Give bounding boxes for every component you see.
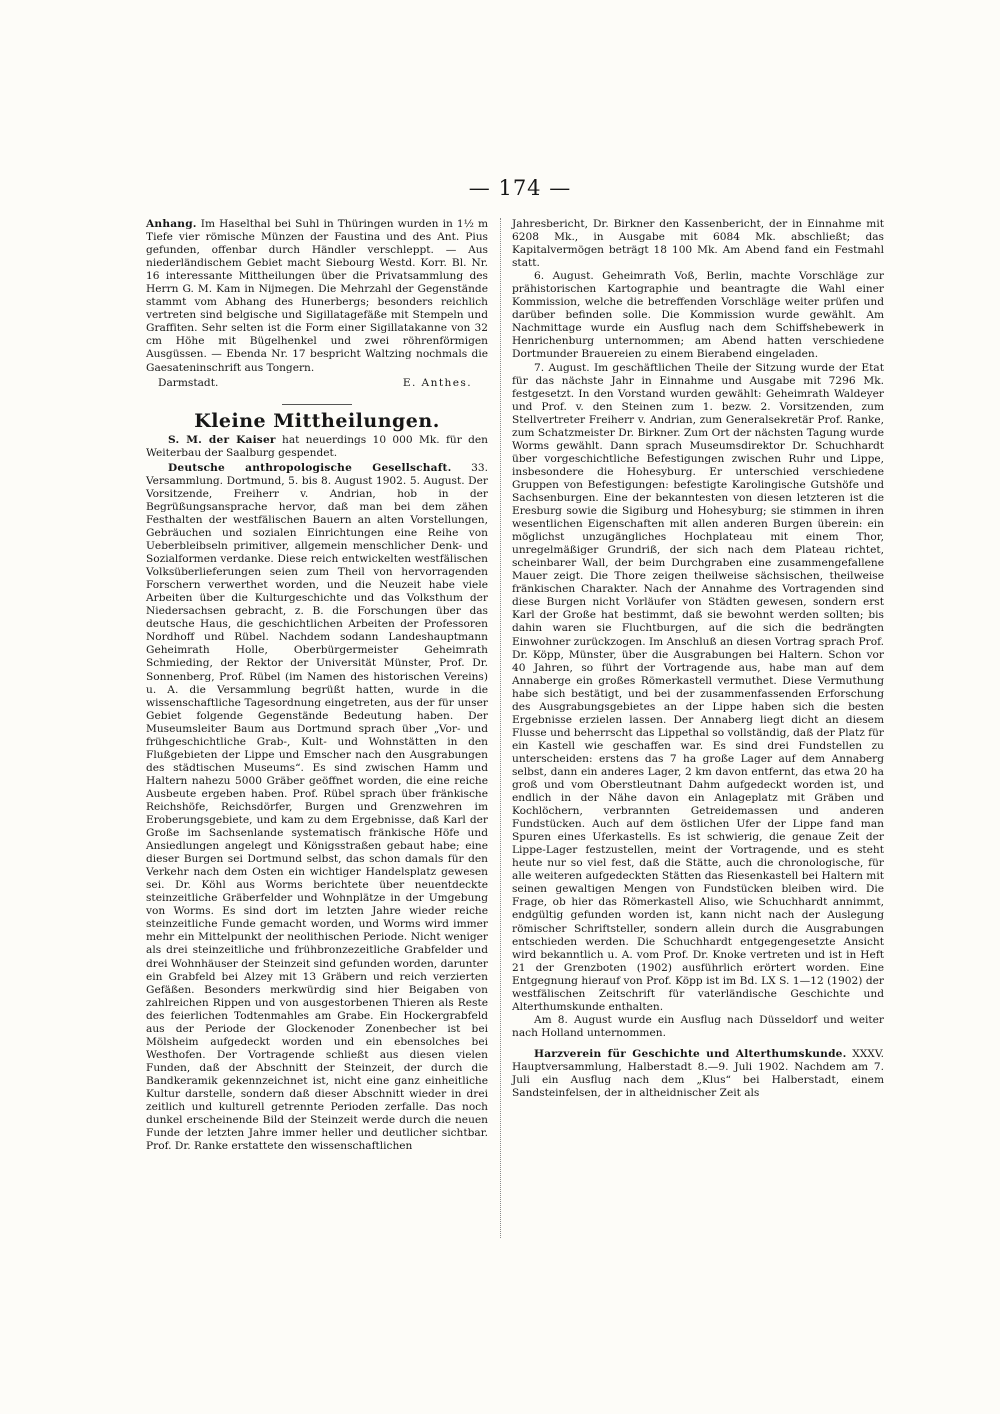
dag-paragraph: [146, 462, 488, 1153]
signature-line: [146, 377, 488, 390]
kaiser-heading: S. M. der Kaiser: [168, 433, 276, 446]
kaiser-text: hat neuerdings 10 000 Mk. für den Weiterbau der Saalburg gespendet.: [146, 433, 488, 459]
kaiser-paragraph: [146, 434, 488, 460]
page-number: — 174 —: [468, 176, 572, 200]
paragraph-8-august: Am 8. August wurde ein Ausflug nach Düsseldorf und weiter nach Holland unternommen.: [512, 1013, 884, 1039]
paragraph-jahresbericht: Jahresbericht, Dr. Birkner den Kassenbericht, der in Einnahme mit 6208 Mk., in Ausgabe mit 6084 Mk. abschließt; das Kapitalvermögen beträgt 18 100 Mk. Am Abend fand ein Festmahl statt.: [512, 218, 884, 270]
left-column: [146, 218, 488, 1153]
harz-paragraph: [512, 1048, 884, 1100]
harz-text: XXXV. Hauptversammlung, Halberstadt 8.—9. Juli 1902. Nachdem am 7. Juli ein Ausflug nach dem „Klus“ bei Halberstadt, einem Sandsteinfelsen, der in altheidnischer Zeit als: [512, 1047, 884, 1100]
dag-heading: Deutsche anthropologische Gesellschaft.: [168, 461, 452, 474]
anhang-text: Im Haselthal bei Suhl in Thüringen wurden in 1½ m Tiefe vier römische Münzen der Faustina und des Ant. Pius gefunden, offenbar durch Händler verschleppt. — Aus niederländischem Gebiet macht Siebourg Westd. Korr. Bl. Nr. 16 interessante Mittheilungen über die Privatsammlung des Herrn G. M. Kam in Nijmegen. Die Mehrzahl der Gegenstände stammt vom Abhang des Hunerbergs; besonders reichlich vertreten sind belgische und Sigillatagefäße mit Stempeln und Graffiten. Sehr selten ist die Form einer Sigillatakanne von 32 cm Höhe mit Bügelhenkel und zwei röhrenförmigen Ausgüssen. — Ebenda Nr. 17 bespricht Waltzing nochmals die Gaesateninschrift aus Tongern.: [146, 218, 488, 374]
right-column: [512, 218, 884, 1100]
signature-name: E. Anthes.: [402, 376, 472, 389]
column-divider: [500, 218, 501, 1238]
section-title: Kleine Mittheilungen.: [194, 409, 440, 432]
dag-text: 33. Versammlung. Dortmund, 5. bis 8. August 1902. 5. August. Der Vorsitzende, Freiherr v. Andrian, hob in der Begrüßungsansprache hervor, daß man bei dem zähen Festhalten der westfälischen Bauern an alten Vorstellungen, Gebräuchen und sozialen Einrichtungen eine Reihe von Ueberbleibseln primitiver, allgemein menschlicher Denk- und Sozialformen verdanke. Diese reich entwickelten westfälischen Volksüberlieferungen seien zum Theil von hervorragenden Forschern verwerthet worden, und die Neuzeit habe viele Arbeiten über die Kulturgeschichte und das Volksthum der Niedersachsen gebracht, z. B. die Forschungen über das deutsche Haus, die geschichtlichen Arbeiten der Professoren Nordhoff und Rübel. Nachdem sodann Landeshauptmann Geheimrath Holle, Oberbürgermeister Geheimrath Schmieding, der Rektor der Universität Münster, Prof. Dr. Sonnenberg, Prof. Rübel (im Namen des historischen Vereins) u. A. die Versammlung begrüßt hatten, wurde in die wissenschaftliche Tagesordnung eingetreten, aus der für unser Gebiet folgende Gegenstände Bedeutung haben. Der Museumsleiter Baum aus Dortmund sprach über „Vor- und frühgeschichtliche Grab-, Kult- und Wohnstätten in den Flußgebieten der Lippe und Emscher nach den Ausgrabungen des städtischen Museums“. Es sind zwischen Hamm und Haltern nahezu 5000 Gräber geöffnet worden, die eine reiche Ausbeute ergeben haben. Prof. Rübel sprach über fränkische Reichshöfe, Reichsdörfer, Burgen und Grenzwehren im Eroberungsgebiete, und kam zu dem Ergebnisse, daß Karl der Große im Sachsenlande systematisch fränkische Höfe und Ansiedlungen angelegt und Königsstraßen gebaut habe; eine dieser Burgen sei Dortmund selbst, das schon damals für den Verkehr nach dem Osten ein wichtiger Handelsplatz gewesen sei. Dr. Köhl aus Worms berichtete über neuentdeckte steinzeitliche Gräberfelder und Wohnplätze in der Umgebung von Worms. Es sind dort im letzten Jahre wieder reiche steinzeitliche Funde gemacht worden, und Worms wird immer mehr ein Mittelpunkt der neolithischen Periode. Nicht weniger als drei steinzeitliche und frühbronzezeitliche Grabfelder und drei Wohnhäuser der Steinzeit sind gefunden worden, darunter ein Grabfeld bei Alzey mit 13 Gräbern und reich verzierten Gefäßen. Besonders merkwürdig sind hier Beigaben von zahlreichen Rippen und von ausgestorbenen Thieren als Reste des feierlichen Todtenmahles am Grabe. Ein Hockergrabfeld aus der Periode der Glockenoder Zonenbecher ist bei Mölsheim aufgedeckt worden und ein ebensolches bei Westhofen. Der Vortragende schließt aus diesen vielen Funden, daß der Abschnitt der Steinzeit, der durch die Bandkeramik gekennzeichnet ist, nicht eine ganz einheitliche Kultur darstelle, sondern daß dieser Abschnitt wieder in drei zeitlich und kulturell getrennte Perioden zerfalle. Das noch dunkel erscheinende Bild der Steinzeit werde durch die neuen Funde der letzten Jahre immer heller und deutlicher sichtbar. Prof. Dr. Ranke erstattete den wissenschaftlichen: [146, 461, 488, 1153]
harz-heading: Harzverein für Geschichte und Alterthumskunde.: [534, 1047, 847, 1060]
paragraph-7-august: 7. August. Im geschäftlichen Theile der Sitzung wurde der Etat für das nächste Jahr in Einnahme und Ausgabe mit 7296 Mk. festgesetzt. In den Vorstand wurden gewählt: Geheimrath Waldeyer und Prof. v. den Steinen zum 1. bezw. 2. Vorsitzenden, zum Stellvertreter Freiherr v. Andrian, zum Generalsekretär Prof. Ranke, zum Schatzmeister Dr. Birkner. Zum Ort der nächsten Tagung wurde Worms gewählt. Dann sprach Museumsdirektor Dr. Schuchhardt über vorgeschichtliche Befestigungen zwischen Ruhr und Lippe, insbesondere die Hohesyburg. Er unterschied verschiedene Gruppen von Befestigungen: befestigte Karolingische Gutshöfe und Sachsenburgen. Eine der bekanntesten von diesen letzteren ist die Eresburg sowie die Sigiburg und Hohesyburg; sie stimmen in ihren wesentlichen Eigenschaften mit allen anderen Burgen überein: ein möglichst unzugängliches Hochplateau mit einem Thor, unregelmäßiger Grundriß, der sich nach dem Plateau richtet, scheinbarer Wall, der beim Durchgraben eine zusammengefallene Mauer zeigt. Die Thore zeigen theilweise sächsischen, theilweise fränkischen Charakter. Nach der Annahme des Vortragenden sind diese Burgen nicht Vorläufer von Städten gewesen, sondern erst Karl der Große hat bestimmt, daß sie bewohnt werden sollten; bis dahin waren sie Fluchtburgen, auf die sich die bedrängten Einwohner zurückzogen. Im Anschluß an diesen Vortrag sprach Prof. Dr. Köpp, Münster, über die Ausgrabungen bei Haltern. Schon vor 40 Jahren, so führt der Vortragende aus, habe man auf dem Annaberge ein großes Römerkastell vermuthet. Diese Vermuthung habe sich bestätigt, und bei der zusammenfassenden Erforschung des Ausgrabungsgebietes an der Lippe haben sich die besten Ergebnisse erzielen lassen. Der Annaberg liegt dicht an diesem Flusse und beherrscht das Lippethal so vollständig, daß der Platz für ein Kastell wie geschaffen war. Es sind drei Fundstellen zu unterscheiden: erstens das 7 ha große Lager auf dem Annaberg selbst, dann ein anderes Lager, 2 km davon entfernt, das etwa 20 ha groß und vom Oberstleutnant Dahm aufgedeckt worden ist, und endlich in der Nähe davon ein Anlageplatz mit Gräben und Kochlöchern, verbrannten Getreidemassen und anderen Fundstücken. Auch auf dem östlichen Ufer der Lippe fand man Spuren eines Uferkastells. Es ist schwierig, die genaue Zeit der Lippe-Lager festzustellen, meint der Vortragende, und es steht heute nur so viel fest, daß die Stätte, auch die chronologische, für alle weiteren aufgedeckten Stätten das Riesenkastell bei Haltern mit seinen gewaltigen Mengen von Fundstücken bleiben wird. Die Frage, ob hier das Römerkastell Aliso, wie Schuchhardt annimmt, endgültig gefunden worden ist, kann nicht nach der Auslegung römischer Schriftsteller, sondern allein durch die Ausgrabungen entschieden werden. Die Schuchhardt entgegengesetzte Ansicht wird bekanntlich u. A. vom Prof. Dr. Knoke vertreten und ist in Heft 21 der Grenzboten (1902) ausführlich erörtert worden. Eine Entgegnung hierauf von Prof. Köpp ist im Bd. LX S. 1—12 (1902) der westfälischen Zeitschrift für vaterländische Geschichte und Alterthumskunde enthalten.: [512, 361, 884, 1013]
anhang-heading: Anhang.: [146, 218, 197, 230]
section-divider: [282, 404, 352, 405]
signature-place: Darmstadt.: [158, 376, 219, 389]
paragraph-6-august: 6. August. Geheimrath Voß, Berlin, machte Vorschläge zur prähistorischen Kartographie und beantragte die Wahl einer Kommission, welche die betreffenden Vorschläge weiter prüfen und darüber befinden solle. Die Kommission wurde gewählt. Am Nachmittage wurde ein Ausflug nach dem Schiffshebewerk in Henrichenburg unternommen; am Abend hatten verschiedene Dortmunder Brauereien zu einem Bierabend eingeladen.: [512, 270, 884, 361]
anhang-paragraph: [146, 218, 488, 375]
